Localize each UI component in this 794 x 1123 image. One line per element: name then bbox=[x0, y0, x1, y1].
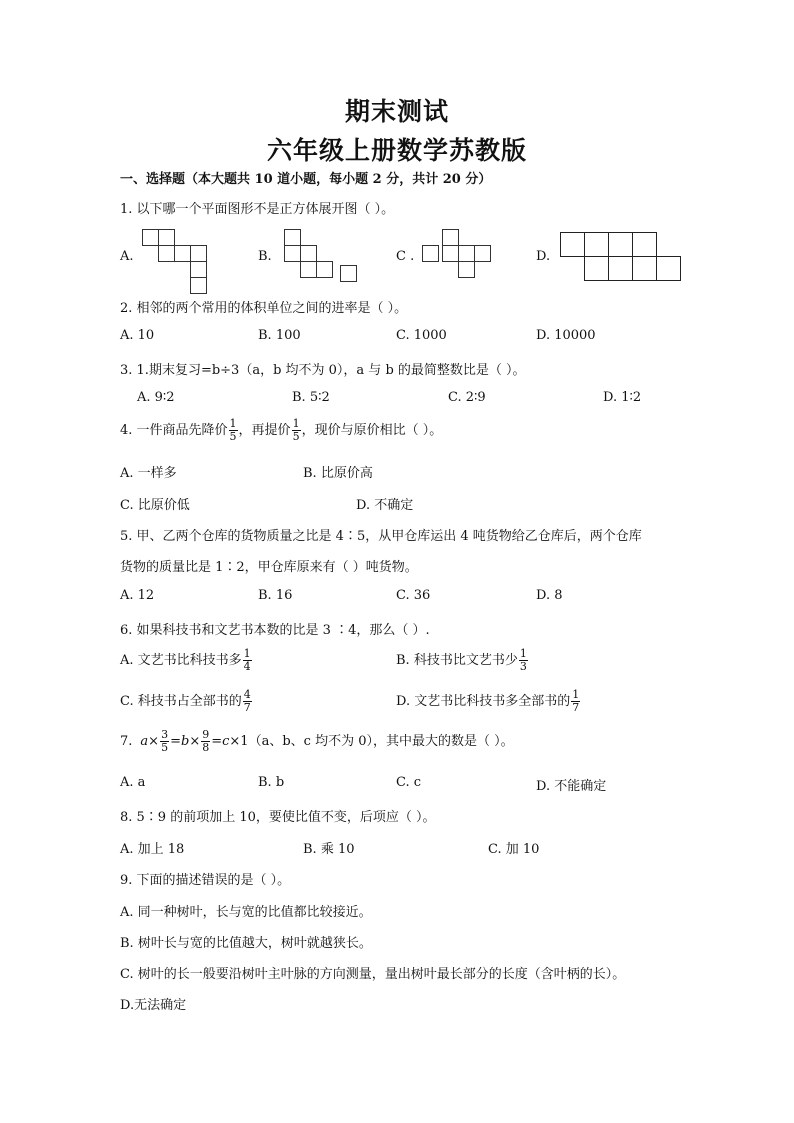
q4-fraction-1: $\frac{1}{5}$ bbox=[229, 417, 237, 443]
q3-stem: 3. 1.期末复习=b÷3（a，b 均不为 0），a 与 b 的最简整数比是（ ）。 bbox=[120, 363, 526, 378]
q5-option-b[interactable]: B. 16 bbox=[258, 588, 293, 603]
q4-option-c[interactable]: C. 比原价低 bbox=[120, 498, 190, 513]
q9-option-d[interactable]: D.无法确定 bbox=[120, 998, 187, 1013]
q4-option-b[interactable]: B. 比原价高 bbox=[303, 466, 373, 481]
q4-fraction-2: $\frac{1}{5}$ bbox=[292, 417, 300, 443]
q6-option-a[interactable]: A. 文艺书比科技书多 $\frac{1}{4}$ bbox=[120, 647, 251, 673]
q1-option-d[interactable]: D. bbox=[536, 249, 551, 264]
q5-option-a[interactable]: A. 12 bbox=[120, 588, 155, 603]
q3-option-a[interactable]: A. 9∶2 bbox=[137, 390, 175, 405]
q6-c-fraction: $\frac{4}{7}$ bbox=[243, 688, 251, 714]
q9-option-b[interactable]: B. 树叶长与宽的比值越大，树叶就越狭长。 bbox=[120, 936, 372, 951]
q1-option-b[interactable]: B. bbox=[258, 249, 272, 264]
q8-stem: 8. 5∶9 的前项加上 10，要使比值不变，后项应（ ）。 bbox=[120, 810, 436, 825]
q4-stem-part1: 4. 一件商品先降价 bbox=[120, 423, 228, 438]
q7-option-a[interactable]: A. a bbox=[120, 775, 146, 790]
q7-option-b[interactable]: B. b bbox=[258, 775, 285, 790]
q8-option-b[interactable]: B. 乘 10 bbox=[303, 842, 355, 857]
q7-stem: 7. a× $\frac{3}{5}$ =b× $\frac{9}{8}$ =c×1（a、b、c 均不为 0），其中最大的数是（ ）。 bbox=[120, 728, 514, 754]
q1-stem: 1. 以下哪一个平面图形不是正方体展开图（ ）。 bbox=[120, 202, 395, 217]
q3-option-c[interactable]: C. 2∶9 bbox=[448, 390, 486, 405]
q5-stem-line1: 5. 甲、乙两个仓库的货物质量之比是 4∶5，从甲仓库运出 4 吨货物给乙仓库后，两个仓库 bbox=[120, 529, 642, 544]
q5-stem-line2: 货物的质量比是 1∶2，甲仓库原来有（ ）吨货物。 bbox=[120, 560, 418, 575]
q5-option-c[interactable]: C. 36 bbox=[396, 588, 431, 603]
q2-stem: 2. 相邻的两个常用的体积单位之间的进率是（ ）。 bbox=[120, 301, 408, 316]
q8-option-a[interactable]: A. 加上 18 bbox=[120, 842, 185, 857]
q6-d-fraction: $\frac{1}{7}$ bbox=[572, 688, 580, 714]
q2-option-b[interactable]: B. 100 bbox=[258, 328, 301, 343]
q7-option-c[interactable]: C. c bbox=[396, 775, 422, 790]
q2-option-d[interactable]: D. 10000 bbox=[536, 328, 596, 343]
q8-option-c[interactable]: C. 加 10 bbox=[488, 842, 540, 857]
q1-option-a[interactable]: A. bbox=[120, 249, 134, 264]
q4-option-a[interactable]: A. 一样多 bbox=[120, 466, 177, 481]
q5-option-d[interactable]: D. 8 bbox=[536, 588, 563, 603]
q7-fraction-2: $\frac{9}{8}$ bbox=[202, 728, 210, 754]
q4-stem-part2: ，再提价 bbox=[238, 423, 291, 438]
q4-stem bbox=[120, 418, 442, 443]
q6-option-c[interactable]: C. 科技书占全部书的 $\frac{4}{7}$ bbox=[120, 688, 251, 714]
q3-option-b[interactable]: B. 5∶2 bbox=[292, 390, 330, 405]
q9-option-c[interactable]: C. 树叶的长一般要沿树叶主叶脉的方向测量，量出树叶最长部分的长度（含叶柄的长）。 bbox=[120, 967, 626, 982]
q3-option-d[interactable]: D. 1∶2 bbox=[603, 390, 642, 405]
section-heading: 一、选择题（本大题共 10 道小题，每小题 2 分，共计 20 分） bbox=[120, 172, 492, 187]
q9-stem: 9. 下面的描述错误的是（ ）。 bbox=[120, 873, 291, 888]
q7-fraction-1: $\frac{3}{5}$ bbox=[161, 728, 169, 754]
q6-option-b[interactable]: B. 科技书比文艺书少 $\frac{1}{3}$ bbox=[396, 647, 527, 673]
q6-b-fraction: $\frac{1}{3}$ bbox=[519, 647, 527, 673]
q6-option-d[interactable]: D. 文艺书比科技书多全部书的 $\frac{1}{7}$ bbox=[396, 688, 580, 714]
q4-option-d[interactable]: D. 不确定 bbox=[356, 498, 414, 513]
q2-option-a[interactable]: A. 10 bbox=[120, 328, 155, 343]
exam-title: 期末测试 bbox=[344, 97, 449, 126]
q9-option-a[interactable]: A. 同一种树叶，长与宽的比值都比较接近。 bbox=[120, 905, 372, 920]
q4-stem-part3: ，现价与原价相比（ ）。 bbox=[301, 423, 443, 438]
q6-a-fraction: $\frac{1}{4}$ bbox=[243, 647, 251, 673]
q1-option-c[interactable]: C . bbox=[396, 249, 415, 264]
exam-subtitle: 六年级上册数学苏教版 bbox=[266, 136, 527, 165]
q2-option-c[interactable]: C. 1000 bbox=[396, 328, 447, 343]
q6-stem: 6. 如果科技书和文艺书本数的比是 3 ∶4，那么（ ）. bbox=[120, 623, 430, 638]
q7-option-d[interactable]: D. 不能确定 bbox=[536, 779, 607, 794]
